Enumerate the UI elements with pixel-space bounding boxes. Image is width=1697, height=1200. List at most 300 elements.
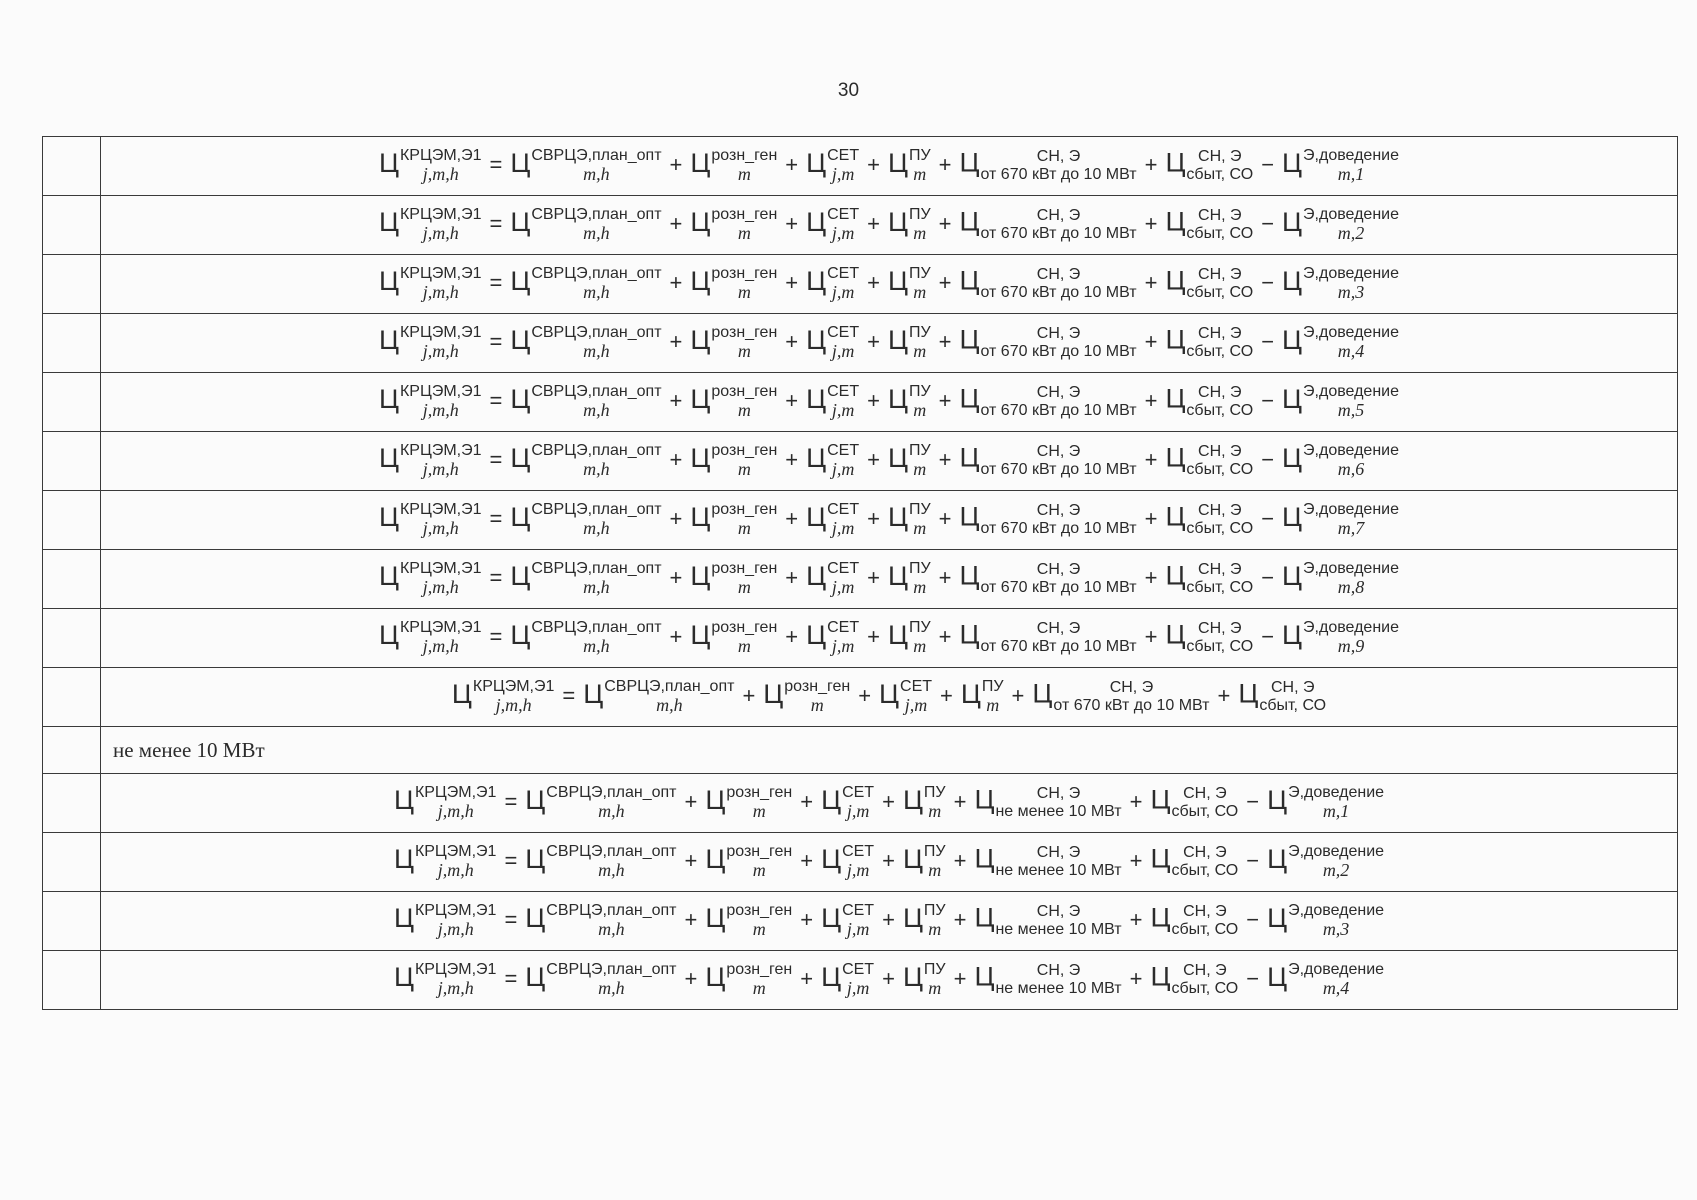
- symbol-base: Ц: [1282, 443, 1303, 474]
- superscript: Э,доведение: [1303, 265, 1399, 283]
- subscript: m: [737, 340, 751, 361]
- symbol-base: Ц: [806, 502, 827, 533]
- superscript: СН, Э: [1036, 561, 1081, 579]
- script-stack: [711, 501, 777, 538]
- left-cell: [43, 432, 101, 491]
- term-sn: [960, 561, 1137, 596]
- left-cell: [43, 255, 101, 314]
- term-set: [806, 501, 859, 538]
- subscript: m: [737, 517, 751, 538]
- symbol-base: Ц: [690, 443, 711, 474]
- symbol-base: Ц: [806, 384, 827, 415]
- term-krcem: [379, 619, 481, 656]
- symbol-base: Ц: [1267, 962, 1288, 993]
- superscript: СЕТ: [827, 206, 860, 224]
- superscript: ПУ: [908, 324, 931, 342]
- script-stack: [415, 902, 497, 939]
- term-set: [806, 324, 859, 361]
- superscript: СН, Э: [1036, 785, 1081, 803]
- script-stack: [827, 265, 859, 302]
- script-stack: [531, 265, 661, 302]
- term-set: [806, 560, 859, 597]
- superscript: розн_ген: [726, 784, 793, 802]
- page-number: 30: [837, 80, 860, 101]
- superscript: розн_ген: [711, 501, 778, 519]
- term-rozn-gen: [690, 442, 777, 479]
- formula-cell: [101, 314, 1678, 373]
- script-stack: [711, 560, 777, 597]
- symbol-base: Ц: [959, 443, 980, 474]
- plus-sign: +: [867, 152, 880, 178]
- term-dovedenie: [1267, 902, 1384, 939]
- symbol-base: Ц: [393, 903, 414, 934]
- superscript: СВРЦЭ,план_опт: [531, 501, 662, 519]
- subscript: сбыт, СО: [1186, 578, 1254, 596]
- term-rozn-gen: [763, 678, 850, 715]
- symbol-base: Ц: [510, 384, 531, 415]
- superscript: розн_ген: [726, 843, 793, 861]
- superscript: ПУ: [908, 383, 931, 401]
- superscript: СЕТ: [842, 784, 875, 802]
- script-stack: [1303, 442, 1399, 479]
- script-stack: [1171, 903, 1238, 938]
- script-stack: [604, 678, 734, 715]
- script-stack: [1288, 843, 1384, 880]
- term-set: [806, 383, 859, 420]
- script-stack: [909, 383, 931, 420]
- term-svrce: [525, 784, 676, 821]
- term-rozn-gen: [690, 324, 777, 361]
- symbol-base: Ц: [806, 325, 827, 356]
- formula-table: [42, 136, 1678, 1010]
- term-svrce: [510, 501, 661, 538]
- plus-sign: +: [684, 789, 698, 815]
- term-sbyt: [1151, 785, 1239, 820]
- term-rozn-gen: [690, 619, 777, 656]
- script-stack: [980, 561, 1136, 596]
- superscript: СВРЦЭ,план_опт: [531, 147, 662, 165]
- subscript: сбыт, СО: [1171, 861, 1239, 879]
- symbol-base: Ц: [1032, 679, 1053, 710]
- superscript: розн_ген: [711, 147, 778, 165]
- subscript: j,m: [831, 340, 855, 361]
- script-stack: [531, 619, 661, 656]
- term-krcem: [379, 383, 481, 420]
- superscript: розн_ген: [711, 324, 778, 342]
- superscript: СЕТ: [827, 442, 860, 460]
- plus-sign: +: [1144, 329, 1158, 355]
- plus-sign: +: [785, 565, 799, 591]
- symbol-base: Ц: [902, 785, 923, 816]
- script-stack: [1288, 961, 1384, 998]
- script-stack: [1053, 679, 1209, 714]
- term-dovedenie: [1267, 961, 1384, 998]
- script-stack: [900, 678, 932, 715]
- table-row: [43, 255, 1678, 314]
- symbol-base: Ц: [1165, 266, 1186, 297]
- equals-sign: =: [489, 447, 503, 473]
- symbol-base: Ц: [959, 325, 980, 356]
- subscript: сбыт, СО: [1259, 696, 1327, 714]
- term-set: [806, 442, 859, 479]
- subscript: j,m,h: [422, 399, 459, 420]
- term-sbyt: [1151, 844, 1239, 879]
- symbol-base: Ц: [887, 207, 908, 238]
- plus-sign: +: [669, 565, 683, 591]
- term-dovedenie: [1267, 843, 1384, 880]
- equals-sign: =: [504, 848, 518, 874]
- superscript: СВРЦЭ,план_опт: [546, 961, 677, 979]
- plus-sign: +: [800, 848, 814, 874]
- symbol-base: Ц: [379, 266, 399, 297]
- script-stack: [784, 678, 850, 715]
- superscript: Э,доведение: [1288, 843, 1385, 861]
- symbol-base: Ц: [887, 620, 908, 651]
- symbol-base: Ц: [887, 502, 908, 533]
- symbol-base: Ц: [379, 207, 399, 238]
- term-set: [806, 619, 859, 656]
- left-cell: [43, 137, 101, 196]
- script-stack: [711, 265, 777, 302]
- term-pu: [888, 147, 931, 184]
- plus-sign: +: [1144, 270, 1158, 296]
- subscript: от 670 кВт до 10 МВт: [980, 224, 1137, 242]
- formula: [394, 843, 1384, 880]
- equals-sign: =: [489, 152, 503, 178]
- plus-sign: +: [800, 966, 814, 992]
- superscript: Э,доведение: [1303, 619, 1399, 637]
- symbol-base: Ц: [902, 844, 923, 875]
- superscript: Э,доведение: [1303, 206, 1399, 224]
- superscript: КРЦЭМ,Э1: [414, 843, 497, 861]
- term-pu: [888, 324, 931, 361]
- superscript: ПУ: [981, 678, 1004, 696]
- plus-sign: +: [882, 789, 895, 815]
- table-row: [43, 373, 1678, 432]
- script-stack: [726, 843, 792, 880]
- plus-sign: +: [867, 211, 880, 237]
- script-stack: [400, 560, 482, 597]
- subscript: m,h: [598, 918, 625, 939]
- table-row: [43, 609, 1678, 668]
- symbol-base: Ц: [690, 266, 711, 297]
- term-set: [806, 265, 859, 302]
- plus-sign: +: [938, 329, 952, 355]
- script-stack: [531, 147, 661, 184]
- minus-sign: −: [1261, 270, 1275, 296]
- superscript: СН, Э: [1198, 207, 1242, 225]
- subscript: сбыт, СО: [1186, 342, 1254, 360]
- equals-sign: =: [504, 966, 518, 992]
- table-row: [43, 668, 1678, 727]
- superscript: ПУ: [923, 961, 946, 979]
- symbol-base: Ц: [379, 325, 399, 356]
- script-stack: [1186, 443, 1253, 478]
- subscript: m,h: [583, 222, 610, 243]
- symbol-base: Ц: [887, 561, 908, 592]
- plus-sign: +: [1129, 907, 1143, 933]
- script-stack: [711, 206, 777, 243]
- section-row: [43, 727, 1678, 774]
- plus-sign: +: [940, 683, 953, 709]
- table-row: [43, 491, 1678, 550]
- symbol-base: Ц: [1238, 679, 1259, 710]
- symbol-base: Ц: [379, 384, 399, 415]
- script-stack: [400, 206, 482, 243]
- left-cell: [43, 491, 101, 550]
- subscript: m: [928, 859, 942, 880]
- symbol-base: Ц: [959, 266, 980, 297]
- term-krcem: [394, 902, 496, 939]
- plus-sign: +: [669, 506, 683, 532]
- symbol-base: Ц: [379, 620, 399, 651]
- subscript: сбыт, СО: [1186, 165, 1254, 183]
- left-cell: [43, 196, 101, 255]
- formula-cell: [101, 833, 1678, 892]
- subscript: j,m,h: [437, 859, 474, 880]
- subscript: m: [913, 517, 927, 538]
- term-sbyt: [1238, 679, 1326, 714]
- formula-cell: [101, 774, 1678, 833]
- subscript: сбыт, СО: [1186, 283, 1254, 301]
- symbol-base: Ц: [821, 785, 842, 816]
- symbol-base: Ц: [525, 844, 546, 875]
- plus-sign: +: [1129, 848, 1143, 874]
- subscript: j,m,h: [422, 340, 459, 361]
- superscript: ПУ: [923, 902, 946, 920]
- formula: [379, 324, 1399, 361]
- left-cell: [43, 951, 101, 1010]
- plus-sign: +: [938, 270, 952, 296]
- subscript: m: [737, 576, 751, 597]
- left-cell: [43, 727, 101, 774]
- script-stack: [531, 560, 661, 597]
- term-krcem: [394, 784, 496, 821]
- subscript: от 670 кВт до 10 МВт: [980, 342, 1137, 360]
- superscript: СВРЦЭ,план_опт: [546, 843, 677, 861]
- script-stack: [842, 784, 874, 821]
- script-stack: [924, 961, 946, 998]
- minus-sign: −: [1261, 447, 1275, 473]
- term-sbyt: [1165, 443, 1253, 478]
- term-sbyt: [1165, 207, 1253, 242]
- plus-sign: +: [938, 624, 952, 650]
- superscript: Э,доведение: [1303, 442, 1399, 460]
- superscript: СН, Э: [1036, 207, 1081, 225]
- subscript: m: [752, 859, 766, 880]
- superscript: Э,доведение: [1303, 501, 1399, 519]
- superscript: СВРЦЭ,план_опт: [531, 324, 662, 342]
- term-pu: [888, 560, 931, 597]
- superscript: розн_ген: [711, 619, 778, 637]
- subscript: m: [913, 281, 927, 302]
- superscript: ПУ: [908, 619, 931, 637]
- plus-sign: +: [1129, 966, 1143, 992]
- script-stack: [924, 843, 946, 880]
- plus-sign: +: [684, 966, 698, 992]
- subscript: сбыт, СО: [1186, 401, 1254, 419]
- symbol-base: Ц: [510, 325, 531, 356]
- plus-sign: +: [938, 506, 952, 532]
- superscript: СВРЦЭ,план_опт: [546, 784, 677, 802]
- superscript: КРЦЭМ,Э1: [399, 324, 482, 342]
- script-stack: [546, 902, 676, 939]
- term-svrce: [510, 442, 661, 479]
- superscript: СН, Э: [1198, 266, 1242, 284]
- script-stack: [415, 843, 497, 880]
- subscript: не менее 10 МВт: [995, 861, 1122, 879]
- script-stack: [909, 560, 931, 597]
- plus-sign: +: [785, 270, 799, 296]
- plus-sign: +: [953, 966, 967, 992]
- plus-sign: +: [742, 683, 756, 709]
- superscript: СН, Э: [1198, 325, 1242, 343]
- term-krcem: [379, 501, 481, 538]
- subscript: сбыт, СО: [1171, 802, 1239, 820]
- table-row: [43, 196, 1678, 255]
- plus-sign: +: [669, 329, 683, 355]
- plus-sign: +: [800, 789, 814, 815]
- symbol-base: Ц: [1282, 384, 1303, 415]
- script-stack: [400, 324, 482, 361]
- symbol-base: Ц: [887, 266, 908, 297]
- term-pu: [903, 961, 946, 998]
- symbol-base: Ц: [705, 844, 726, 875]
- symbol-base: Ц: [821, 844, 842, 875]
- script-stack: [995, 785, 1121, 820]
- formula: [379, 501, 1399, 538]
- superscript: Э,доведение: [1288, 784, 1385, 802]
- term-svrce: [510, 206, 661, 243]
- subscript: m,2: [1337, 222, 1365, 243]
- script-stack: [531, 324, 661, 361]
- term-sn: [960, 443, 1137, 478]
- subscript: m,1: [1337, 163, 1365, 184]
- script-stack: [726, 902, 792, 939]
- symbol-base: Ц: [806, 620, 827, 651]
- symbol-base: Ц: [974, 844, 995, 875]
- symbol-base: Ц: [525, 903, 546, 934]
- plus-sign: +: [669, 152, 683, 178]
- subscript: j,m: [831, 281, 855, 302]
- script-stack: [909, 265, 931, 302]
- script-stack: [924, 784, 946, 821]
- symbol-base: Ц: [510, 443, 531, 474]
- symbol-base: Ц: [806, 443, 827, 474]
- superscript: Э,доведение: [1303, 324, 1399, 342]
- term-pu: [888, 501, 931, 538]
- term-pu: [903, 902, 946, 939]
- superscript: СН, Э: [1036, 502, 1081, 520]
- term-krcem: [379, 560, 481, 597]
- term-pu: [961, 678, 1004, 715]
- symbol-base: Ц: [690, 207, 711, 238]
- subscript: m,h: [656, 694, 683, 715]
- plus-sign: +: [669, 211, 683, 237]
- formula: [379, 147, 1399, 184]
- term-rozn-gen: [705, 961, 792, 998]
- plus-sign: +: [953, 789, 967, 815]
- plus-sign: +: [953, 907, 967, 933]
- symbol-base: Ц: [690, 620, 711, 651]
- formula-cell: [101, 255, 1678, 314]
- plus-sign: +: [938, 152, 952, 178]
- subscript: j,m,h: [495, 694, 532, 715]
- symbol-base: Ц: [960, 679, 981, 710]
- term-krcem: [379, 206, 481, 243]
- plus-sign: +: [882, 848, 895, 874]
- subscript: j,m: [846, 800, 870, 821]
- script-stack: [415, 961, 497, 998]
- plus-sign: +: [882, 907, 895, 933]
- superscript: КРЦЭМ,Э1: [399, 147, 482, 165]
- symbol-base: Ц: [887, 325, 908, 356]
- script-stack: [531, 501, 661, 538]
- subscript: j,m: [846, 977, 870, 998]
- subscript: m: [737, 399, 751, 420]
- subscript: m: [737, 281, 751, 302]
- script-stack: [827, 206, 859, 243]
- superscript: розн_ген: [711, 265, 778, 283]
- term-pu: [903, 784, 946, 821]
- script-stack: [531, 383, 661, 420]
- term-pu: [888, 383, 931, 420]
- superscript: СН, Э: [1198, 148, 1242, 166]
- script-stack: [980, 266, 1136, 301]
- term-sn: [974, 785, 1121, 820]
- term-krcem: [394, 961, 496, 998]
- minus-sign: −: [1261, 388, 1275, 414]
- symbol-base: Ц: [1150, 844, 1171, 875]
- script-stack: [546, 843, 676, 880]
- script-stack: [827, 442, 859, 479]
- term-sn: [960, 207, 1137, 242]
- subscript: от 670 кВт до 10 МВт: [1053, 696, 1210, 714]
- superscript: СВРЦЭ,план_опт: [531, 560, 662, 578]
- formula: [379, 442, 1399, 479]
- symbol-base: Ц: [705, 962, 726, 993]
- term-sn: [960, 266, 1137, 301]
- script-stack: [1303, 324, 1399, 361]
- table-row: [43, 314, 1678, 373]
- script-stack: [980, 325, 1136, 360]
- symbol-base: Ц: [1165, 384, 1186, 415]
- left-cell: [43, 314, 101, 373]
- superscript: СН, Э: [1198, 502, 1242, 520]
- script-stack: [1171, 844, 1238, 879]
- left-cell: [43, 550, 101, 609]
- subscript: m,3: [1337, 281, 1365, 302]
- subscript: j,m: [831, 576, 855, 597]
- symbol-base: Ц: [1165, 620, 1186, 651]
- term-dovedenie: [1282, 501, 1399, 538]
- term-svrce: [525, 902, 676, 939]
- subscript: j,m: [846, 859, 870, 880]
- symbol-base: Ц: [379, 443, 399, 474]
- symbol-base: Ц: [1282, 266, 1303, 297]
- subscript: m: [737, 635, 751, 656]
- term-rozn-gen: [690, 206, 777, 243]
- script-stack: [982, 678, 1004, 715]
- symbol-base: Ц: [959, 561, 980, 592]
- subscript: m: [737, 222, 751, 243]
- term-svrce: [510, 383, 661, 420]
- plus-sign: +: [1144, 388, 1158, 414]
- script-stack: [827, 147, 859, 184]
- symbol-base: Ц: [1165, 325, 1186, 356]
- script-stack: [980, 207, 1136, 242]
- superscript: розн_ген: [726, 902, 793, 920]
